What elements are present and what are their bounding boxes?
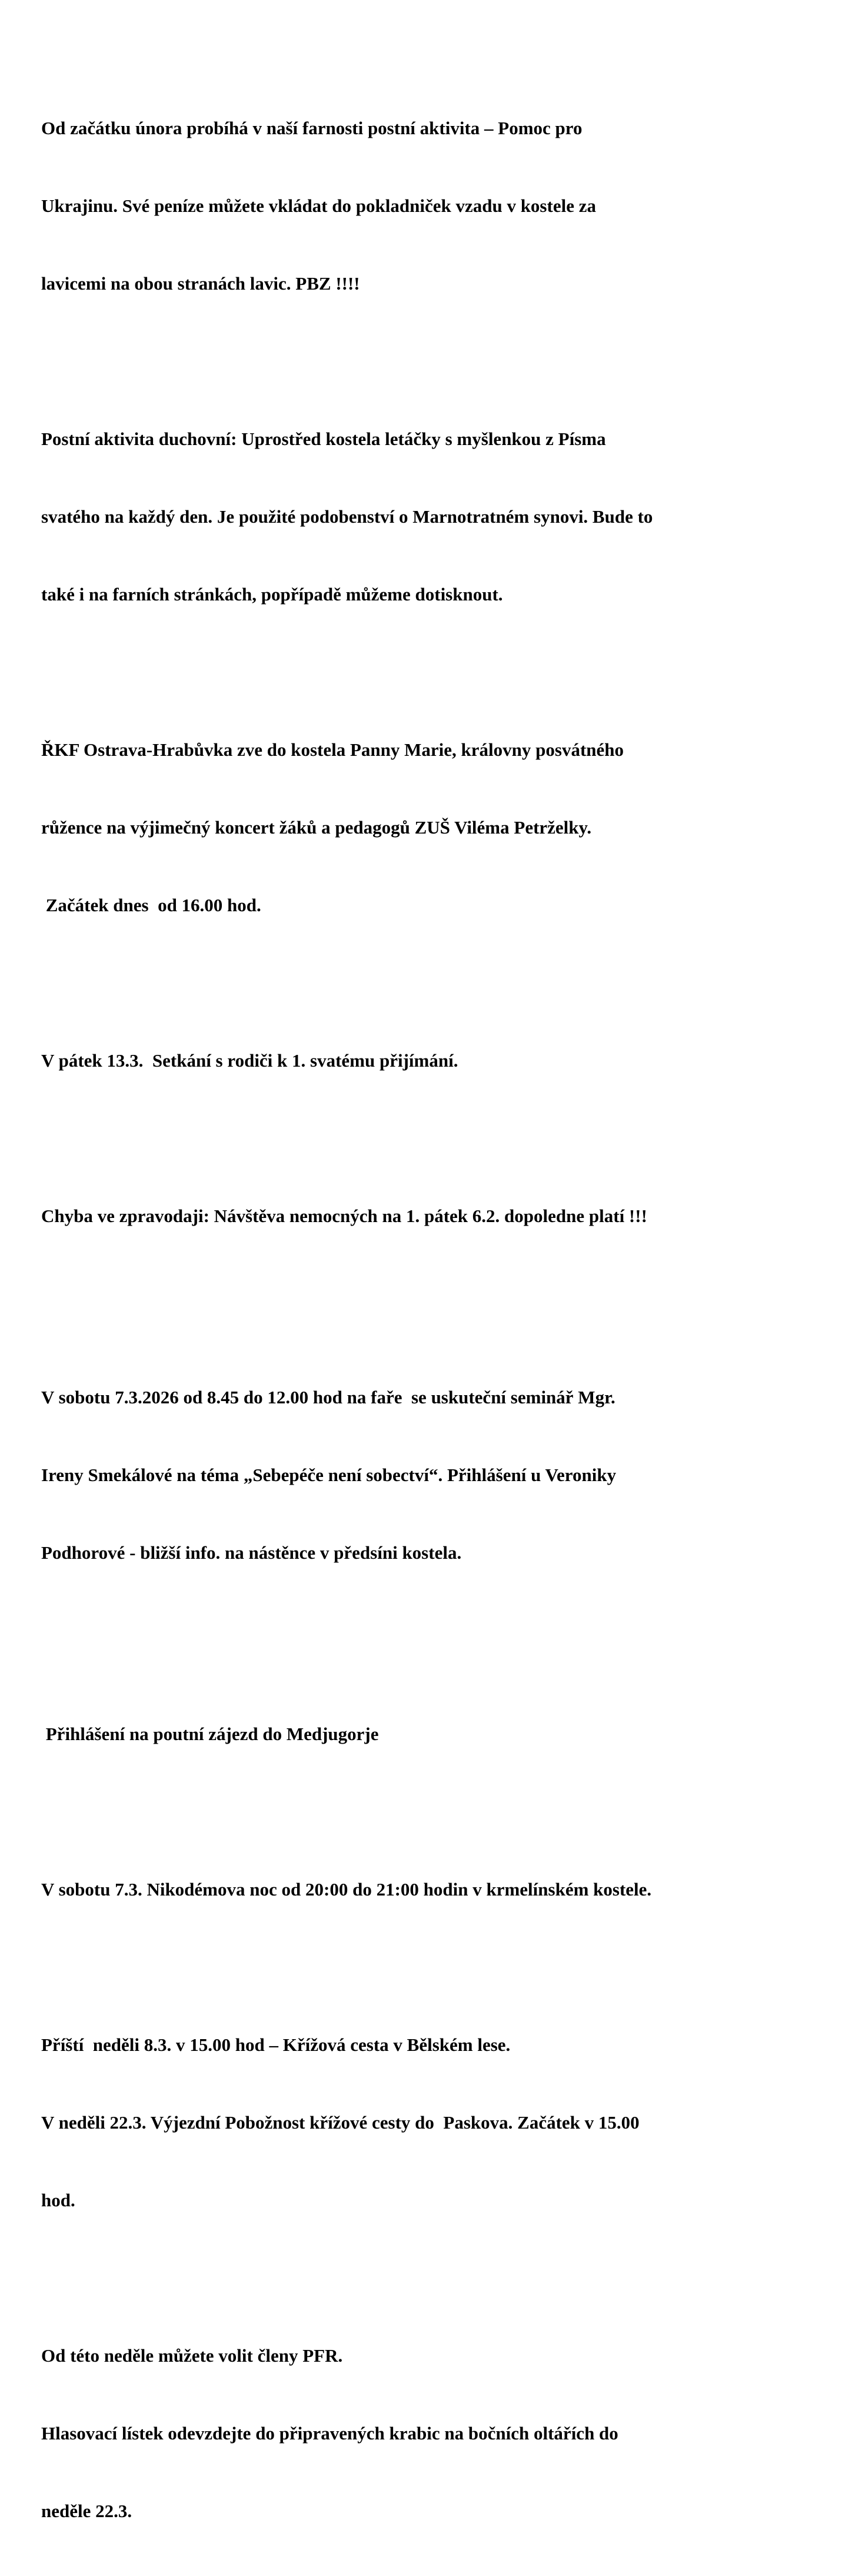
paragraph-spacer bbox=[41, 348, 818, 374]
text-line: V sobotu 7.3.2026 od 8.45 do 12.00 hod na faře se uskuteční seminář Mgr. bbox=[41, 1387, 615, 1407]
text-line: Od začátku února probíhá v naší farnosti postní aktivita – Pomoc pro bbox=[41, 118, 583, 138]
paragraph-concert bbox=[41, 685, 818, 970]
text-line: lavicemi na obou stranách lavic. PBZ !!!! bbox=[41, 273, 360, 294]
text-line: ŘKF Ostrava-Hrabůvka zve do kostela Panny Marie, královny posvátného bbox=[41, 739, 624, 760]
announcements-text bbox=[41, 64, 818, 2576]
text-line: V pátek 13.3. Setkání s rodiči k 1. svatému přijímání. bbox=[41, 1050, 458, 1071]
text-line: Přihlášení na poutní zájezd do Medjugorje bbox=[41, 1724, 379, 1744]
paragraph-pilgrimage bbox=[41, 1669, 818, 1799]
text-line: Začátek dnes od 16.00 hod. bbox=[41, 895, 261, 915]
text-line: také i na farních stránkách, popřípadě můžeme dotisknout. bbox=[41, 584, 503, 605]
paragraph-nicodemus-night bbox=[41, 1825, 818, 1954]
paragraph-newsletter-error bbox=[41, 1151, 818, 1281]
text-line: neděle 22.3. bbox=[41, 2501, 132, 2521]
paragraph-pfr-election bbox=[41, 2291, 818, 2576]
paragraph-way-of-cross bbox=[41, 1980, 818, 2265]
text-line: Příští neděli 8.3. v 15.00 hod – Křížová cesta v Bělském lese. bbox=[41, 2034, 511, 2055]
text-line: hod. bbox=[41, 2190, 75, 2210]
paragraph-spacer bbox=[41, 1126, 818, 1151]
text-line: Hlasovací lístek odevzdejte do připravených krabic na bočních oltářích do bbox=[41, 2423, 618, 2444]
text-line: V sobotu 7.3. Nikodémova noc od 20:00 do 21:00 hodin v krmelínském kostele. bbox=[41, 1879, 652, 1900]
paragraph-spacer bbox=[41, 659, 818, 685]
paragraph-spacer bbox=[41, 970, 818, 996]
paragraph-spacer bbox=[41, 2265, 818, 2291]
text-line: Podhorové - bližší info. na nástěnce v předsíni kostela. bbox=[41, 1542, 462, 1563]
paragraph-spacer bbox=[41, 1799, 818, 1825]
text-line: svatého na každý den. Je použité podobenství o Marnotratném synovi. Bude to bbox=[41, 506, 653, 527]
text-line: Postní aktivita duchovní: Uprostřed kostela letáčky s myšlenkou z Písma bbox=[41, 429, 606, 449]
paragraph-seminar bbox=[41, 1333, 818, 1618]
paragraph-parents-meeting bbox=[41, 996, 818, 1126]
paragraph-spacer bbox=[41, 1954, 818, 1980]
text-line: V neděli 22.3. Výjezdní Pobožnost křížové cesty do Paskova. Začátek v 15.00 bbox=[41, 2112, 640, 2133]
text-line: Ireny Smekálové na téma „Sebepéče není sobectví“. Přihlášení u Veroniky bbox=[41, 1465, 617, 1485]
paragraph-spacer bbox=[41, 1281, 818, 1333]
text-line: Ukrajinu. Své peníze můžete vkládat do pokladniček vzadu v kostele za bbox=[41, 195, 596, 216]
paragraph-ukraine-help bbox=[41, 64, 818, 348]
text-line: růžence na výjimečný koncert žáků a pedagogů ZUŠ Viléma Petrželky. bbox=[41, 817, 592, 838]
text-line: Od této neděle můžete volit členy PFR. bbox=[41, 2345, 343, 2366]
paragraph-spiritual-activity bbox=[41, 374, 818, 659]
text-line: Chyba ve zpravodaji: Návštěva nemocných na 1. pátek 6.2. dopoledne platí !!! bbox=[41, 1206, 647, 1226]
paragraph-spacer bbox=[41, 1618, 818, 1669]
